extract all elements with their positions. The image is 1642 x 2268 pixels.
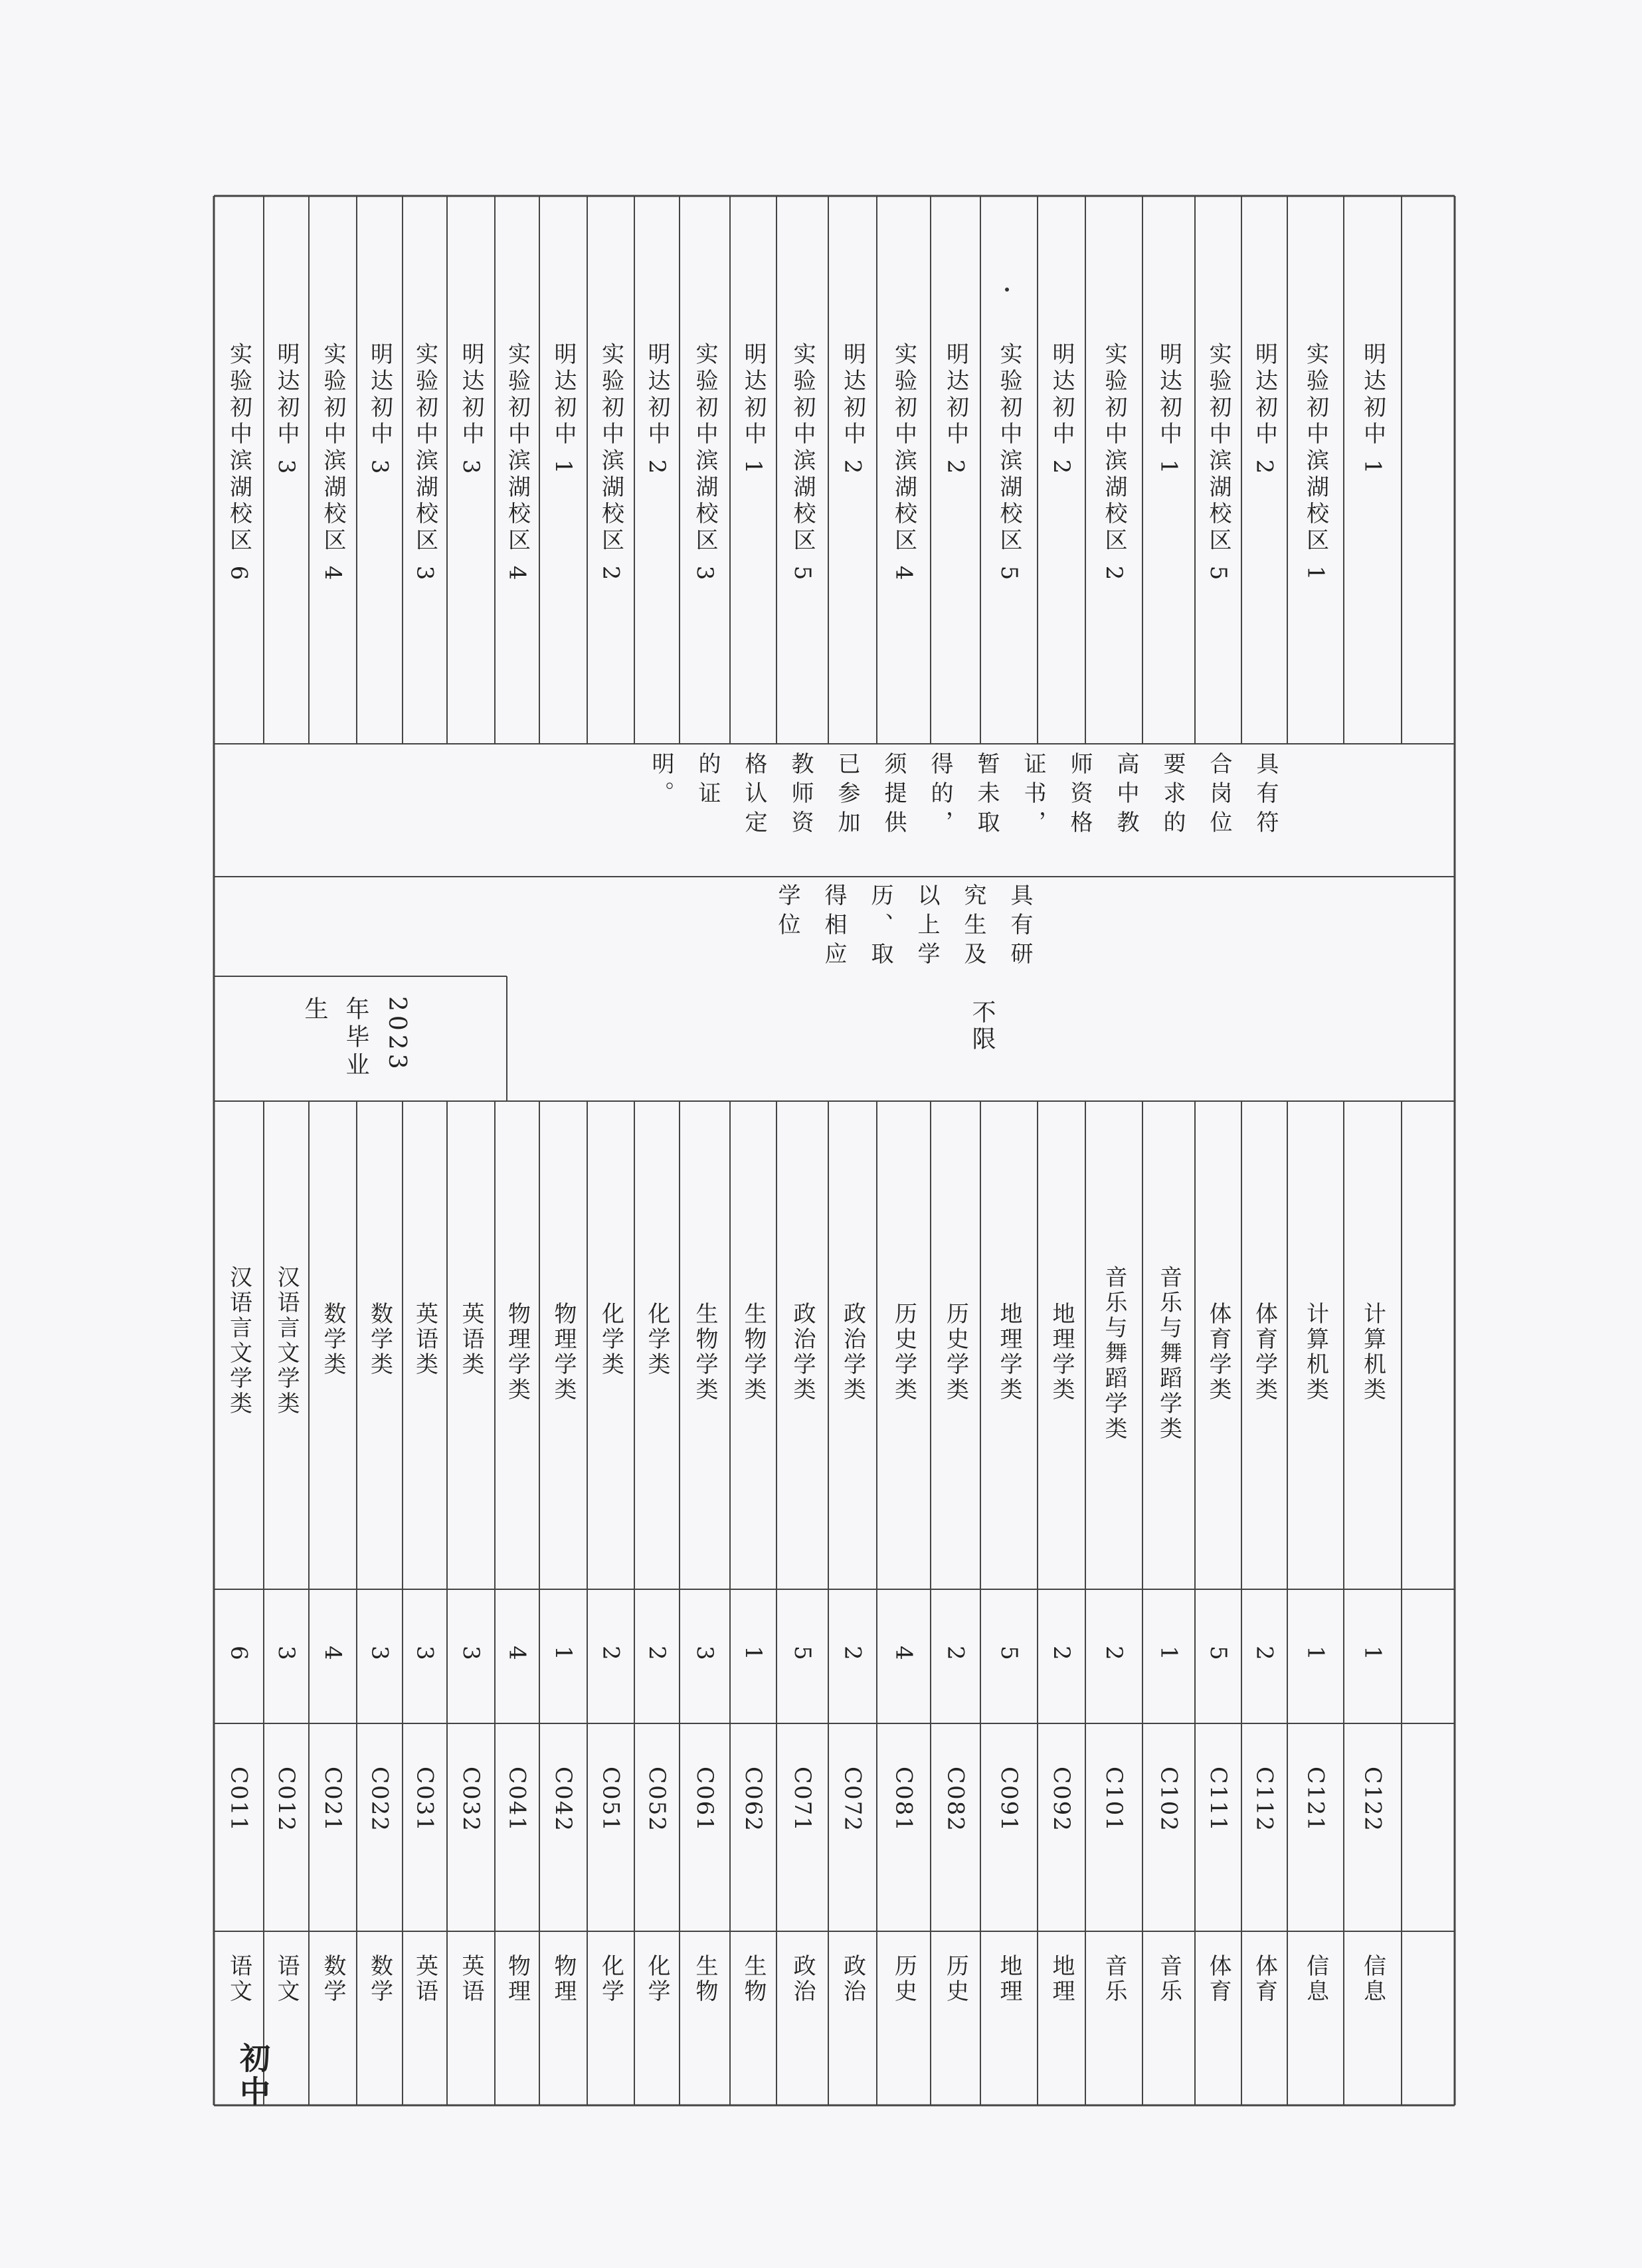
location-cell: 明达初中 3: [273, 342, 300, 478]
graduate-year-text: 2023 年毕业生: [301, 996, 410, 1080]
location-cell: 实验初中滨湖校区 2: [1101, 342, 1127, 584]
count-cell: 3: [273, 1646, 300, 1663]
location-cell: 明达初中 2: [942, 342, 969, 478]
count-cell: 5: [789, 1646, 816, 1663]
subject-cell: 地理: [996, 1954, 1022, 2004]
major-cell: 数学类: [319, 1302, 346, 1377]
location-cell: 明达初中 3: [366, 342, 393, 478]
code-cell: C041: [503, 1767, 531, 1832]
location-cell: 明达初中 3: [458, 342, 484, 478]
location-cell: 实验初中滨湖校区 3: [691, 342, 718, 584]
major-cell: 生物学类: [691, 1302, 718, 1403]
count-cell: 1: [1302, 1646, 1329, 1663]
count-cell: 4: [503, 1646, 531, 1663]
major-cell: 音乐与舞蹈学类: [1155, 1265, 1182, 1442]
level-label: 初中: [235, 2042, 271, 2109]
code-cell: C121: [1302, 1767, 1329, 1832]
major-cell: 英语类: [411, 1302, 438, 1377]
subject-cell: 物理: [550, 1954, 577, 2004]
count-cell: 2: [644, 1646, 670, 1663]
code-cell: C022: [366, 1767, 393, 1832]
subject-cell: 化学: [644, 1954, 670, 2004]
major-cell: 体育学类: [1251, 1302, 1278, 1403]
location-cell: 实验初中滨湖校区 5: [789, 342, 816, 584]
major-cell: 汉语言文学类: [225, 1265, 252, 1417]
major-cell: 地理学类: [996, 1302, 1022, 1403]
location-cell: 明达初中 2: [1251, 342, 1278, 478]
major-cell: 化学类: [597, 1302, 624, 1377]
code-cell: C052: [644, 1767, 670, 1832]
subject-cell: 历史: [942, 1954, 969, 2004]
major-cell: 数学类: [366, 1302, 393, 1377]
location-cell: 明达初中 1: [550, 342, 577, 478]
code-cell: C092: [1048, 1767, 1075, 1832]
major-cell: 汉语言文学类: [273, 1265, 300, 1417]
count-cell: 2: [1251, 1646, 1278, 1663]
count-cell: 1: [740, 1646, 767, 1663]
subject-cell: 生物: [691, 1954, 718, 2004]
subject-cell: 体育: [1205, 1954, 1232, 2004]
count-cell: 5: [996, 1646, 1022, 1663]
subject-cell: 历史: [890, 1954, 917, 2004]
code-cell: C042: [550, 1767, 577, 1832]
education-requirement-text: 具有研究生及以上学历、取得相应学位: [774, 883, 1033, 971]
graduate-year-cell: [294, 996, 417, 1096]
location-cell: 明达初中 1: [1359, 342, 1386, 478]
location-cell: 实验初中滨湖校区 3: [411, 342, 438, 584]
count-cell: 3: [458, 1646, 484, 1663]
subject-cell: 生物: [740, 1954, 767, 2004]
subject-cell: 语文: [273, 1954, 300, 2004]
unlimited-cell: [970, 1000, 994, 1053]
code-cell: C122: [1359, 1767, 1386, 1832]
count-cell: 3: [691, 1646, 718, 1663]
major-cell: 体育学类: [1205, 1302, 1232, 1403]
code-cell: C081: [890, 1767, 917, 1832]
subject-cell: 英语: [411, 1954, 438, 2004]
count-cell: 2: [1048, 1646, 1075, 1663]
subject-cell: 政治: [789, 1954, 816, 2004]
code-cell: C061: [691, 1767, 718, 1832]
code-cell: C082: [942, 1767, 969, 1832]
major-cell: 物理学类: [550, 1302, 577, 1403]
major-cell: 音乐与舞蹈学类: [1101, 1265, 1127, 1442]
count-cell: 1: [1359, 1646, 1386, 1663]
subject-cell: 信息: [1302, 1954, 1329, 2004]
location-cell: 明达初中 1: [740, 342, 767, 478]
location-cell: 明达初中 2: [1048, 342, 1075, 478]
code-cell: C072: [839, 1767, 866, 1832]
subject-cell: 体育: [1251, 1954, 1278, 2004]
subject-cell: 物理: [503, 1954, 531, 2004]
location-cell: 实验初中滨湖校区 2: [597, 342, 624, 584]
count-cell: 2: [1101, 1646, 1127, 1663]
location-cell: 明达初中 2: [839, 342, 866, 478]
count-cell: 3: [411, 1646, 438, 1663]
subject-cell: 化学: [597, 1954, 624, 2004]
subject-cell: 语文: [225, 1954, 252, 2004]
subject-cell: 数学: [319, 1954, 346, 2004]
subject-cell: 音乐: [1155, 1954, 1182, 2004]
location-cell: 实验初中滨湖校区 4: [319, 342, 346, 584]
code-cell: C031: [411, 1767, 438, 1832]
unlimited-text: 不限: [968, 1000, 996, 1053]
code-cell: C062: [740, 1767, 767, 1832]
count-cell: 4: [319, 1646, 346, 1663]
code-cell: C101: [1101, 1767, 1127, 1832]
major-cell: 生物学类: [740, 1302, 767, 1403]
major-cell: 物理学类: [503, 1302, 531, 1403]
count-cell: 4: [890, 1646, 917, 1663]
count-cell: 1: [550, 1646, 577, 1663]
count-cell: 6: [225, 1646, 252, 1663]
major-cell: 政治学类: [789, 1302, 816, 1403]
location-cell: 明达初中 1: [1155, 342, 1182, 478]
location-cell: 实验初中滨湖校区 4: [503, 342, 531, 584]
scan-speck: [1005, 288, 1009, 292]
subject-cell: 信息: [1359, 1954, 1386, 2004]
count-cell: 2: [942, 1646, 969, 1663]
code-cell: C012: [273, 1767, 300, 1832]
major-cell: 化学类: [644, 1302, 670, 1377]
count-cell: 5: [1205, 1646, 1232, 1663]
major-cell: 计算机类: [1302, 1302, 1329, 1403]
other-requirement-text: 具有符合岗位要求的高中教师资格证书，暂未取得的，须提供已参加教师资格认定的证明。: [648, 752, 1279, 839]
subject-cell: 政治: [839, 1954, 866, 2004]
major-cell: 历史学类: [890, 1302, 917, 1403]
subject-cell: 音乐: [1101, 1954, 1127, 2004]
count-cell: 1: [1155, 1646, 1182, 1663]
education-requirement-cell: [764, 883, 1043, 996]
code-cell: C021: [319, 1767, 346, 1832]
subject-cell: 数学: [366, 1954, 393, 2004]
subject-cell: 英语: [458, 1954, 484, 2004]
location-cell: 实验初中滨湖校区 6: [225, 342, 252, 584]
code-cell: C102: [1155, 1767, 1182, 1832]
code-cell: C071: [789, 1767, 816, 1832]
major-cell: 历史学类: [942, 1302, 969, 1403]
location-cell: 明达初中 2: [644, 342, 670, 478]
count-cell: 2: [597, 1646, 624, 1663]
count-cell: 3: [366, 1646, 393, 1663]
code-cell: C032: [458, 1767, 484, 1832]
location-cell: 实验初中滨湖校区 4: [890, 342, 917, 584]
major-cell: 政治学类: [839, 1302, 866, 1403]
code-cell: C011: [225, 1767, 252, 1832]
code-cell: C091: [996, 1767, 1022, 1832]
location-cell: 实验初中滨湖校区 5: [1205, 342, 1232, 584]
code-cell: C051: [597, 1767, 624, 1832]
location-cell: 实验初中滨湖校区 5: [996, 342, 1022, 584]
subject-cell: 地理: [1048, 1954, 1075, 2004]
code-cell: C112: [1251, 1767, 1278, 1832]
major-cell: 地理学类: [1048, 1302, 1075, 1403]
major-cell: 计算机类: [1359, 1302, 1386, 1403]
code-cell: C111: [1205, 1767, 1232, 1832]
other-requirement-cell: [638, 752, 1289, 868]
location-cell: 实验初中滨湖校区 1: [1302, 342, 1329, 584]
count-cell: 2: [839, 1646, 866, 1663]
major-cell: 英语类: [458, 1302, 484, 1377]
